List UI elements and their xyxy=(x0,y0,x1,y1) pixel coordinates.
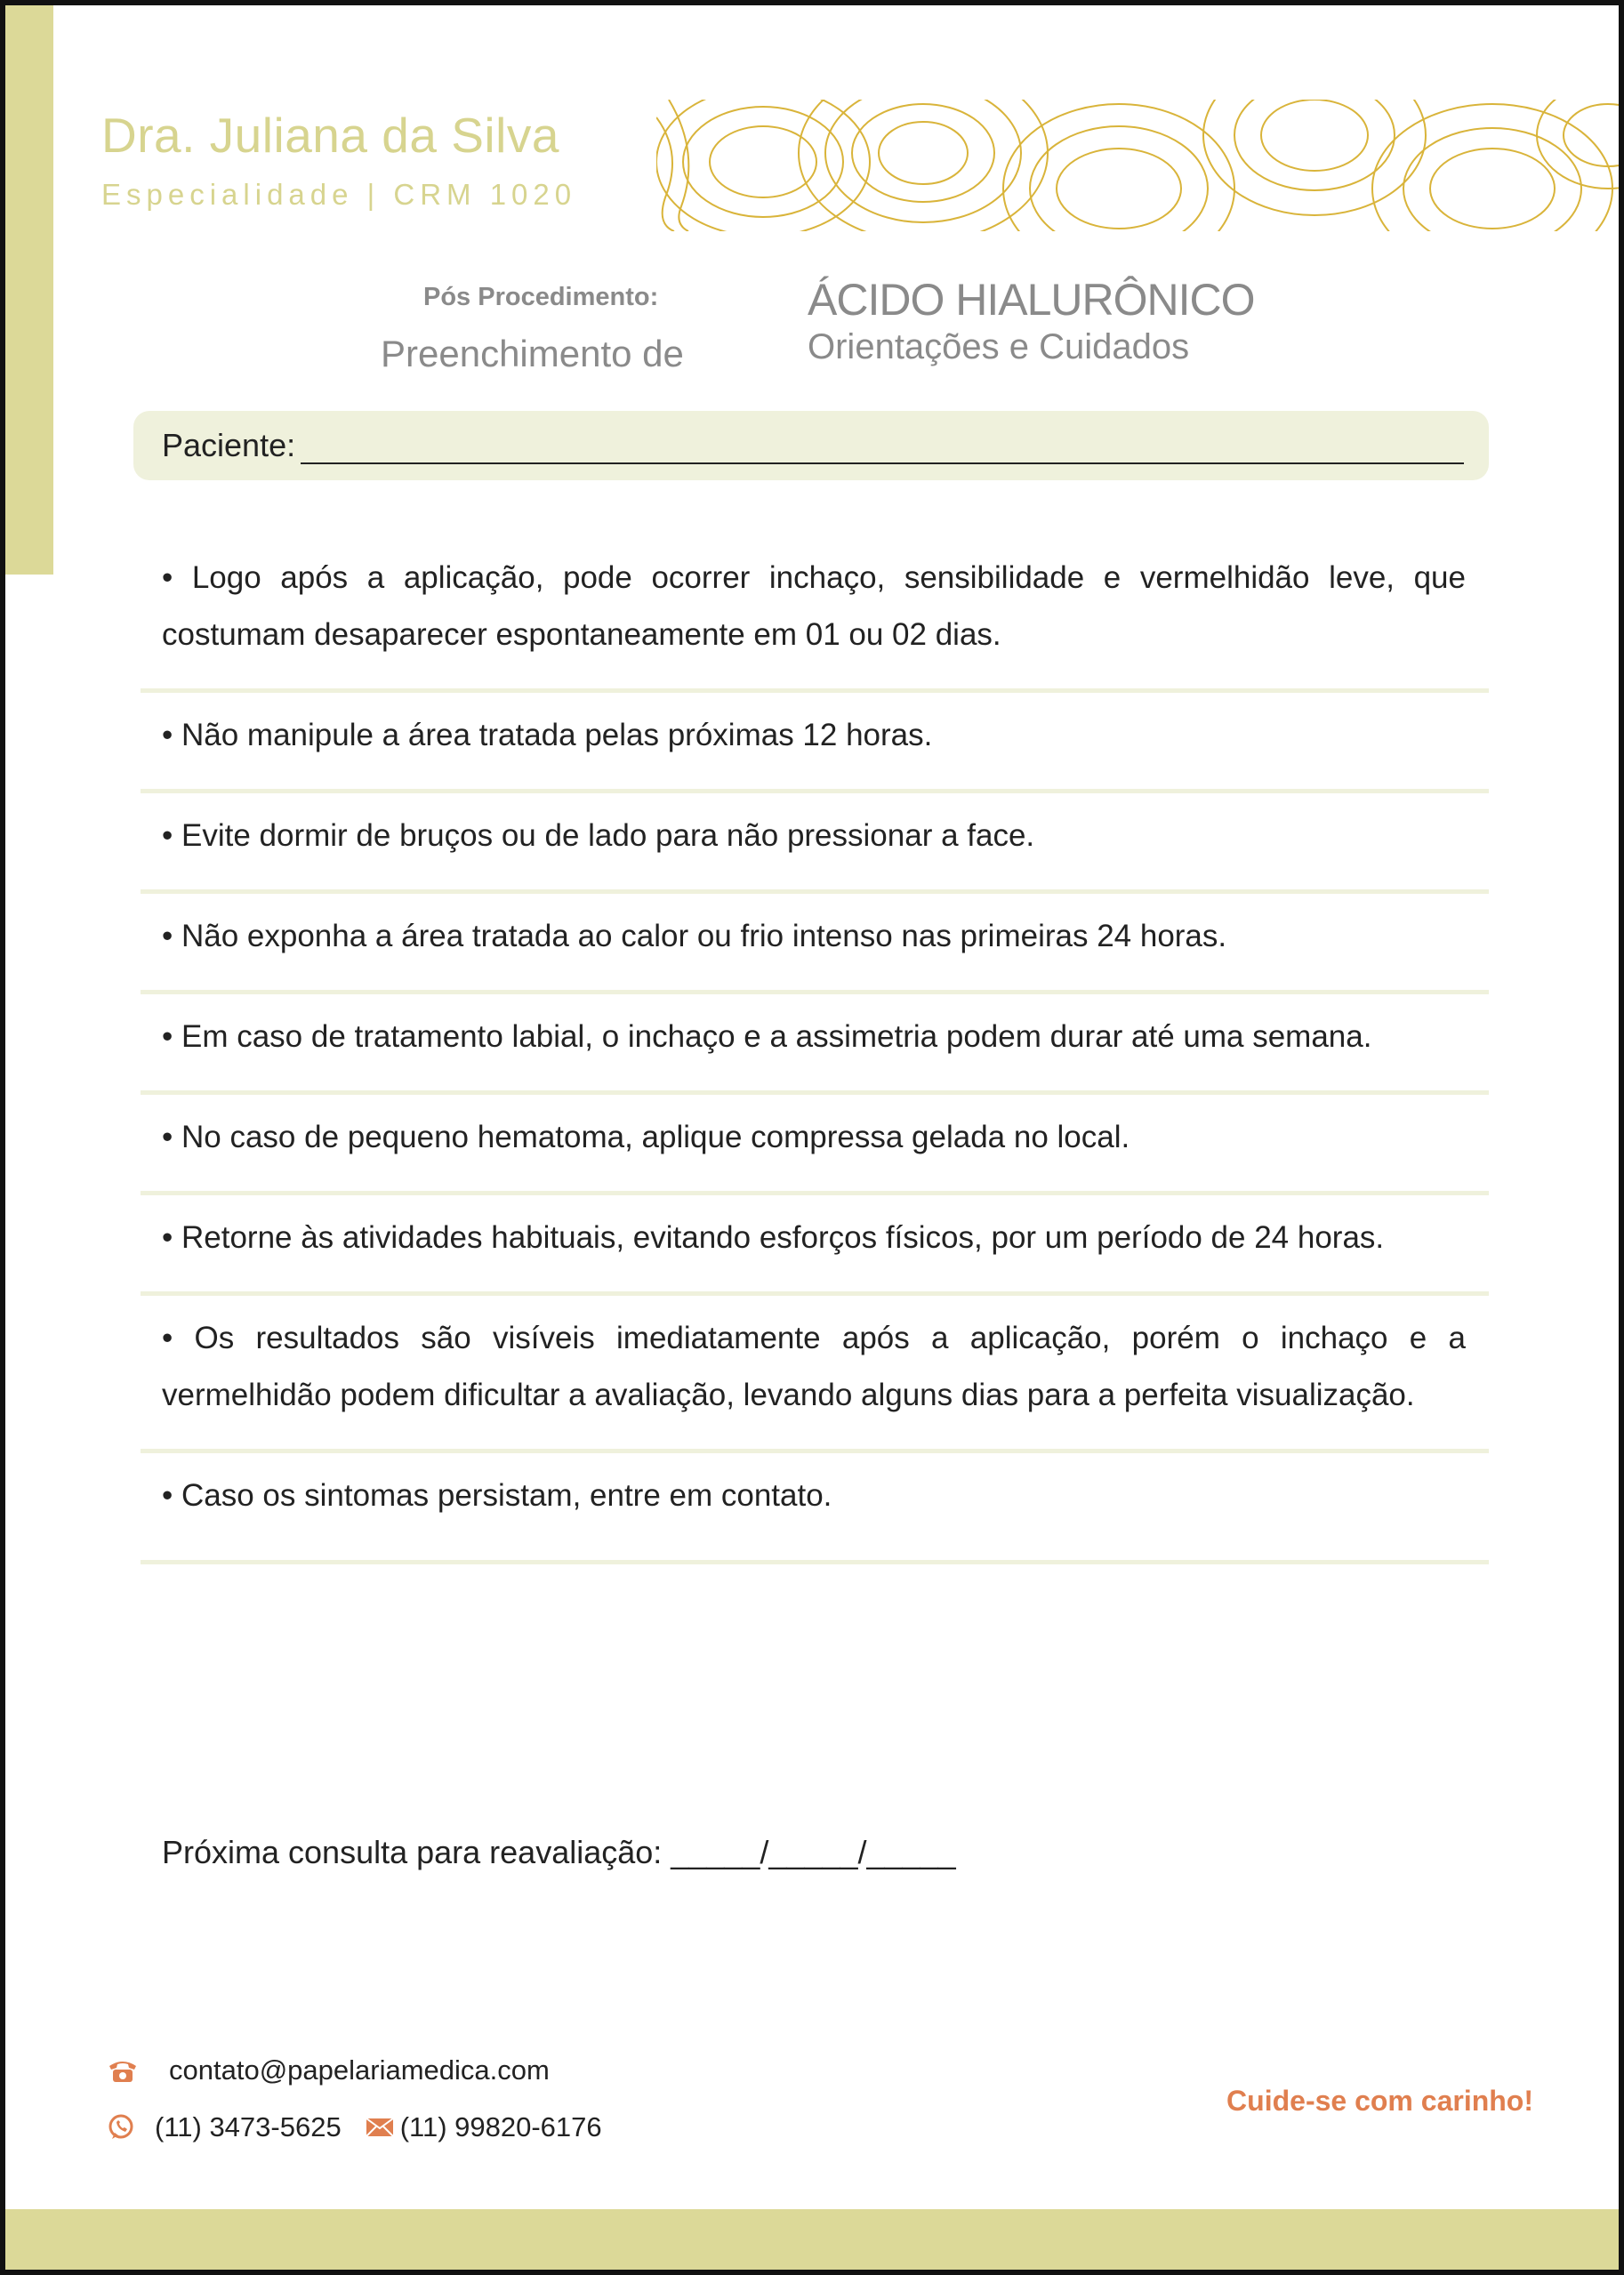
instruction-item: • Não exponha a área tratada ao calor ou frio intenso nas primeiras 24 horas. xyxy=(141,894,1489,994)
patient-field xyxy=(133,411,1489,480)
procedure-prefix: Preenchimento de xyxy=(381,333,684,374)
post-procedure-label: Pós Procedimento: xyxy=(423,283,659,311)
instruction-item: • Não manipule a área tratada pelas próximas 12 horas. xyxy=(141,693,1489,793)
accent-side-bar xyxy=(5,5,53,575)
instruction-item: • Logo após a aplicação, pode ocorrer inchaço, sensibilidade e vermelhidão leve, que costumam desaparecer espontaneamente em 01 ou 02 dias. xyxy=(141,535,1489,693)
instruction-item: • Os resultados são visíveis imediatamente após a aplicação, porém o inchaço e a vermelhidão podem dificultar a avaliação, levando alguns dias para a perfeita visualização. xyxy=(141,1296,1489,1453)
phone-icon xyxy=(105,2054,141,2086)
doctor-specialty: Especialidade | CRM 1020 xyxy=(101,178,577,211)
instruction-item: • Em caso de tratamento labial, o inchaço e a assimetria podem durar até uma semana. xyxy=(141,994,1489,1095)
instruction-item: • No caso de pequeno hematoma, aplique compressa gelada no local. xyxy=(141,1095,1489,1195)
contact-phone[interactable]: (11) 3473-5625 xyxy=(155,2111,342,2142)
gold-contour-pattern xyxy=(656,100,1619,231)
contact-phone-row xyxy=(105,2111,602,2143)
contact-email[interactable]: contato@papelariamedica.com xyxy=(169,2054,550,2086)
envelope-icon xyxy=(365,2114,395,2141)
doctor-name: Dra. Juliana da Silva xyxy=(101,108,559,163)
whatsapp-icon xyxy=(105,2111,137,2143)
instruction-item: • Evite dormir de bruços ou de lado para não pressionar a face. xyxy=(141,793,1489,894)
contact-email-row xyxy=(105,2054,550,2086)
contact-whatsapp[interactable]: (11) 99820-6176 xyxy=(399,2111,602,2142)
instruction-item: • Caso os sintomas persistam, entre em contato. xyxy=(141,1453,1489,1564)
instructions-list xyxy=(141,535,1489,1564)
patient-label: Paciente: xyxy=(162,427,296,463)
next-consultation: Próxima consulta para reavaliação: _____/_____/_____ xyxy=(162,1834,956,1870)
instruction-item: • Retorne às atividades habituais, evitando esforços físicos, por um período de 24 horas. xyxy=(141,1195,1489,1296)
accent-bottom-bar xyxy=(5,2209,1619,2270)
slogan: Cuide-se com carinho! xyxy=(1226,2085,1533,2117)
patient-name-line[interactable] xyxy=(301,427,1464,464)
procedure-subtitle: Orientações e Cuidados xyxy=(808,327,1190,366)
procedure-title: ÁCIDO HIALURÔNICO xyxy=(808,275,1255,325)
